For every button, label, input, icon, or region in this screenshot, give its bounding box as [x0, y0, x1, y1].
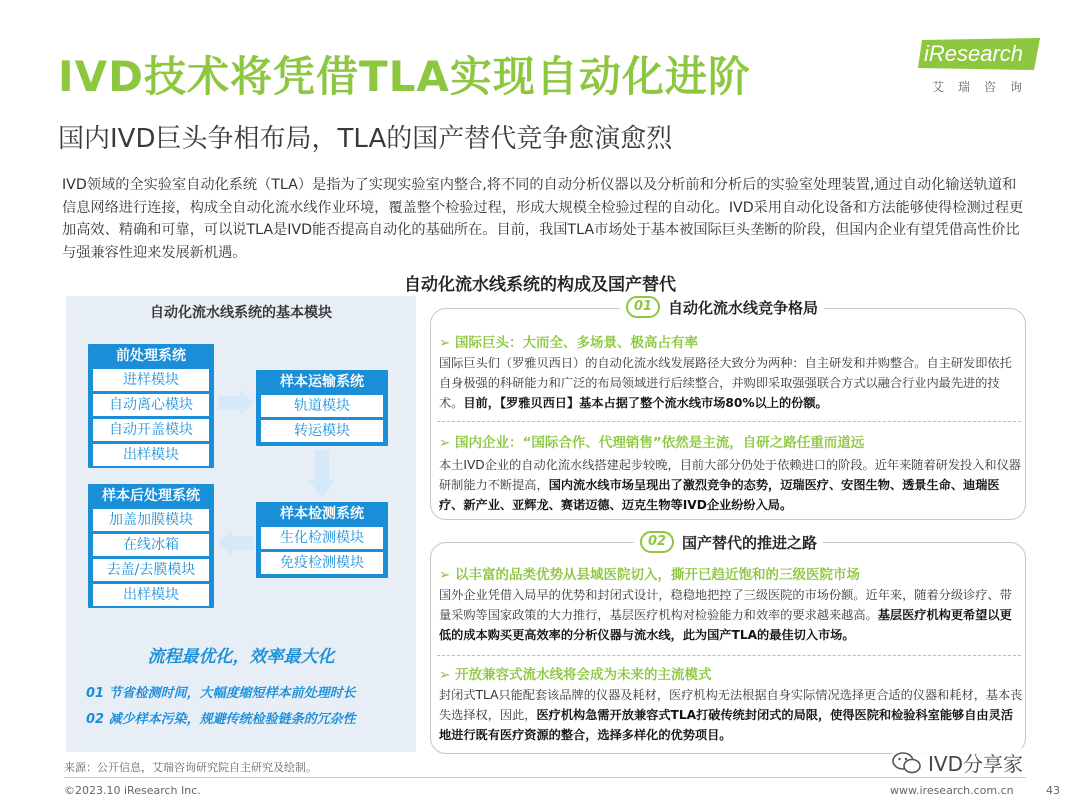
body-highlight: 目前，【罗雅贝西日】基本占据了整个流水线市场80%以上的份额。 — [463, 396, 828, 410]
post-processing-group — [88, 484, 214, 608]
county-hospital-heading: ➢ 以丰富的品类优势从县域医院切入，撕开已趋近饱和的三级医院市场 — [439, 567, 861, 583]
module-item: 去盖/去膜模块 — [93, 559, 209, 581]
section-label: 国产替代的推进之路 — [682, 533, 818, 552]
open-pipeline-heading: ➢ 开放兼容式流水线将会成为未来的主流模式 — [439, 667, 712, 683]
heading-text: 国内企业：“国际合作、代理销售”依然是主流，自研之路任重而道远 — [455, 435, 865, 451]
international-body — [439, 353, 1023, 413]
diagram-title: 自动化流水线系统的构成及国产替代 — [404, 275, 676, 295]
international-heading: ➢ 国际巨头：大而全、多场景、极高占有率 — [439, 335, 699, 351]
detection-group — [256, 502, 388, 578]
intro-paragraph: IVD领域的全实验室自动化系统（TLA）是指为了实现实验室内整合,将不同的自动分析仪器以及分析前和分析后的实验室处理装置,通过自动化输送轨道和信息网络进行连接，构成全自动化流水线作业环境，覆盖整个检验过程，形成大规模全检验过程的自动化。IVD采用自动化设备和方法能够使得检测过程更加高效、精确和可靠，可以说TLA是IVD能否提高自动化的基础所在。目前，我国TLA市场处于基本被国际巨头垄断的阶段，但国内企业有望凭借高性价比与强兼容性迎来发展新机遇。 — [62, 177, 1024, 261]
section-divider — [437, 655, 1021, 656]
county-hospital-body — [439, 585, 1023, 645]
body-highlight: 医疗机构急需开放兼容式TLA打破传统封闭式的局限，使得医院和检验科室能够自由灵活地进行既有医疗资源的整合，选择多样化的优势项目。 — [439, 708, 1013, 742]
body-text: 国外企业凭借入局早的优势和封闭式设计，稳稳地把控了三级医院的市场份额。近年来，随着分级诊疗、带量采购等国家政策的大力推行，基层医疗机构对检验能力和效率的要求越来越高。 — [439, 588, 1012, 622]
arrow-right-icon — [216, 388, 256, 418]
iresearch-logo — [918, 38, 1046, 100]
body-text: 封闭式TLA只能配套该品牌的仪器及耗材，医疗机构无法根据自身实际情况选择更合适的仪器和耗材，基本丧失选择权，因此， — [439, 688, 1023, 722]
section2-badge — [634, 531, 823, 553]
wechat-watermark — [892, 748, 1023, 777]
section-label: 自动化流水线竞争格局 — [668, 298, 819, 317]
module-item: 出样模块 — [93, 584, 209, 606]
module-panel — [66, 296, 416, 752]
page-number: 43 — [1046, 784, 1060, 797]
competition-section — [430, 308, 1026, 520]
module-item: 自动离心模块 — [93, 394, 209, 416]
arrow-left-icon — [216, 528, 256, 558]
wechat-icon — [892, 751, 922, 775]
page-title: IVD技术将凭借TLA实现自动化进阶 — [58, 52, 751, 101]
heading-text: 国际巨头：大而全、多场景、极高占有率 — [455, 335, 699, 351]
benefit-item: 02 减少样本污染，规避传统检验链条的冗杂性 — [86, 712, 356, 727]
module-item: 在线冰箱 — [93, 534, 209, 556]
module-item: 自动开盖模块 — [93, 419, 209, 441]
module-panel-title: 自动化流水线系统的基本模块 — [150, 305, 332, 321]
footer-divider — [64, 777, 1026, 778]
section-number: 01 — [626, 296, 660, 318]
body-highlight: 基层医疗机构更希望以更低的成本购买更高效率的分析仪器与流水线，此为国产TLA的最佳切入市场。 — [439, 608, 1012, 642]
open-pipeline-body — [439, 685, 1023, 745]
module-item: 进样模块 — [93, 369, 209, 391]
transport-group — [256, 370, 388, 446]
domestic-body — [439, 455, 1023, 515]
module-item: 生化检测模块 — [261, 527, 383, 549]
module-item: 加盖加膜模块 — [93, 509, 209, 531]
body-text: 国际巨头们（罗雅贝西日）的自动化流水线发展路径大致分为两种：自主研发和并购整合。自主研发即依托自身极强的科研能力和广泛的布局领域进行后续整合，并购即采取强强联合方式以融合行业内最先进的技术。 — [439, 356, 1012, 410]
section1-badge — [620, 296, 824, 318]
pre-processing-group — [88, 344, 214, 468]
heading-text: 开放兼容式流水线将会成为未来的主流模式 — [455, 667, 712, 683]
substitution-section — [430, 542, 1026, 754]
page-subtitle: 国内IVD巨头争相布局，TLA的国产替代竞争愈演愈烈 — [58, 124, 673, 154]
body-highlight: 国内流水线市场呈现出了激烈竞争的态势，迈瑞医疗、安图生物、透景生命、迪瑞医疗、新产业、亚辉龙、赛诺迈德、迈克生物等IVD企业纷纷入局。 — [439, 478, 1000, 512]
module-item: 转运模块 — [261, 420, 383, 442]
benefit-item: 01 节省检测时间，大幅度缩短样本前处理时长 — [86, 686, 356, 701]
section-divider — [437, 421, 1021, 422]
group-title: 样本运输系统 — [280, 374, 364, 390]
module-item: 轨道模块 — [261, 395, 383, 417]
arrow-down-icon — [307, 448, 337, 500]
copyright: ©2023.10 iResearch Inc. — [64, 784, 201, 797]
body-text: 本土IVD企业的自动化流水线搭建起步较晚，目前大部分仍处于依赖进口的阶段。近年来随着研发投入和仪器研制能力不断提高， — [439, 458, 1021, 492]
group-title: 样本后处理系统 — [102, 488, 200, 504]
heading-text: 以丰富的品类优势从县域医院切入，撕开已趋近饱和的三级医院市场 — [455, 567, 861, 583]
source-note: 来源：公开信息，艾瑞咨询研究院自主研究及绘制。 — [64, 761, 317, 774]
watermark-text: IVD分享家 — [928, 752, 1023, 776]
domestic-heading: ➢ 国内企业：“国际合作、代理销售”依然是主流，自研之路任重而道远 — [439, 435, 865, 451]
logo-tagline: 艾瑞咨询 — [932, 80, 1037, 94]
module-item: 免疫检测模块 — [261, 552, 383, 574]
group-title: 样本检测系统 — [280, 506, 364, 522]
panel-slogan: 流程最优化，效率最大化 — [147, 647, 335, 667]
module-item: 出样模块 — [93, 444, 209, 466]
website-link[interactable]: www.iresearch.com.cn — [890, 784, 1014, 797]
logo-brand-text: iResearch — [924, 41, 1024, 66]
section-number: 02 — [640, 531, 674, 553]
group-title: 前处理系统 — [116, 348, 186, 364]
